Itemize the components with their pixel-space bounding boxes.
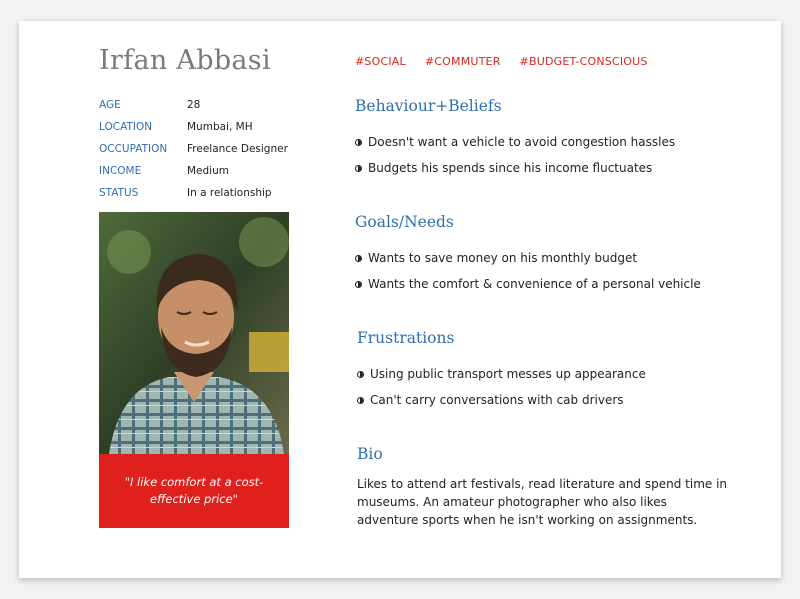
fact-label: INCOME [99,165,142,177]
list-item [355,245,701,271]
fact-value: Medium [187,165,229,177]
bullet-icon [357,371,364,378]
bullet-icon [355,255,362,262]
fact-value: In a relationship [187,187,272,199]
section-title: Bio [357,445,383,463]
portrait-illustration [99,212,289,454]
section-frustrations [357,329,646,413]
fact-location [99,121,288,143]
fact-label: LOCATION [99,121,153,133]
fact-occupation [99,143,288,165]
section-goals [355,213,701,297]
fact-value: Freelance Designer [187,143,288,155]
persona-card [19,21,781,578]
list-item [355,129,675,155]
section-title: Frustrations [357,329,455,347]
persona-name: Irfan Abbasi [99,45,271,76]
fact-label: OCCUPATION [99,143,168,155]
tag-social: #SOCIAL [355,55,406,68]
tag-commuter: #COMMUTER [424,55,501,68]
list-item [355,155,675,181]
bullet-list [355,245,701,297]
bullet-icon [355,139,362,146]
item-text: Can't carry conversations with cab drivers [370,393,624,407]
fact-status [99,187,288,209]
persona-photo [99,212,289,528]
section-title: Goals/Needs [355,213,454,231]
list-item [357,361,646,387]
item-text: Wants the comfort & convenience of a personal vehicle [368,277,701,291]
section-title: Behaviour+Beliefs [355,97,502,115]
section-bio [357,445,727,529]
bullet-list [355,129,675,181]
fact-value: Mumbai, MH [187,121,253,133]
persona-quote: "I like comfort at a cost-effective price" [99,454,289,528]
fact-label: AGE [99,99,121,111]
fact-income [99,165,288,187]
bullet-icon [355,165,362,172]
item-text: Wants to save money on his monthly budget [368,251,638,265]
item-text: Doesn't want a vehicle to avoid congestion hassles [368,135,676,149]
fact-list [99,99,288,209]
bullet-icon [357,397,364,404]
item-text: Budgets his spends since his income fluctuates [368,161,653,175]
section-behaviour [355,97,675,181]
item-text: Using public transport messes up appearance [370,367,646,381]
bullet-list [357,361,646,413]
fact-value: 28 [187,99,201,111]
tag-list [355,55,667,68]
tag-budget-conscious: #BUDGET-CONSCIOUS [519,55,648,68]
list-item [357,387,646,413]
fact-label: STATUS [99,187,139,199]
list-item [355,271,701,297]
bio-text: Likes to attend art festivals, read literature and spend time in museums. An amateur photographer who also likes adventure sports when he isn't working on assignments. [357,477,728,527]
bullet-icon [355,281,362,288]
fact-age [99,99,288,121]
